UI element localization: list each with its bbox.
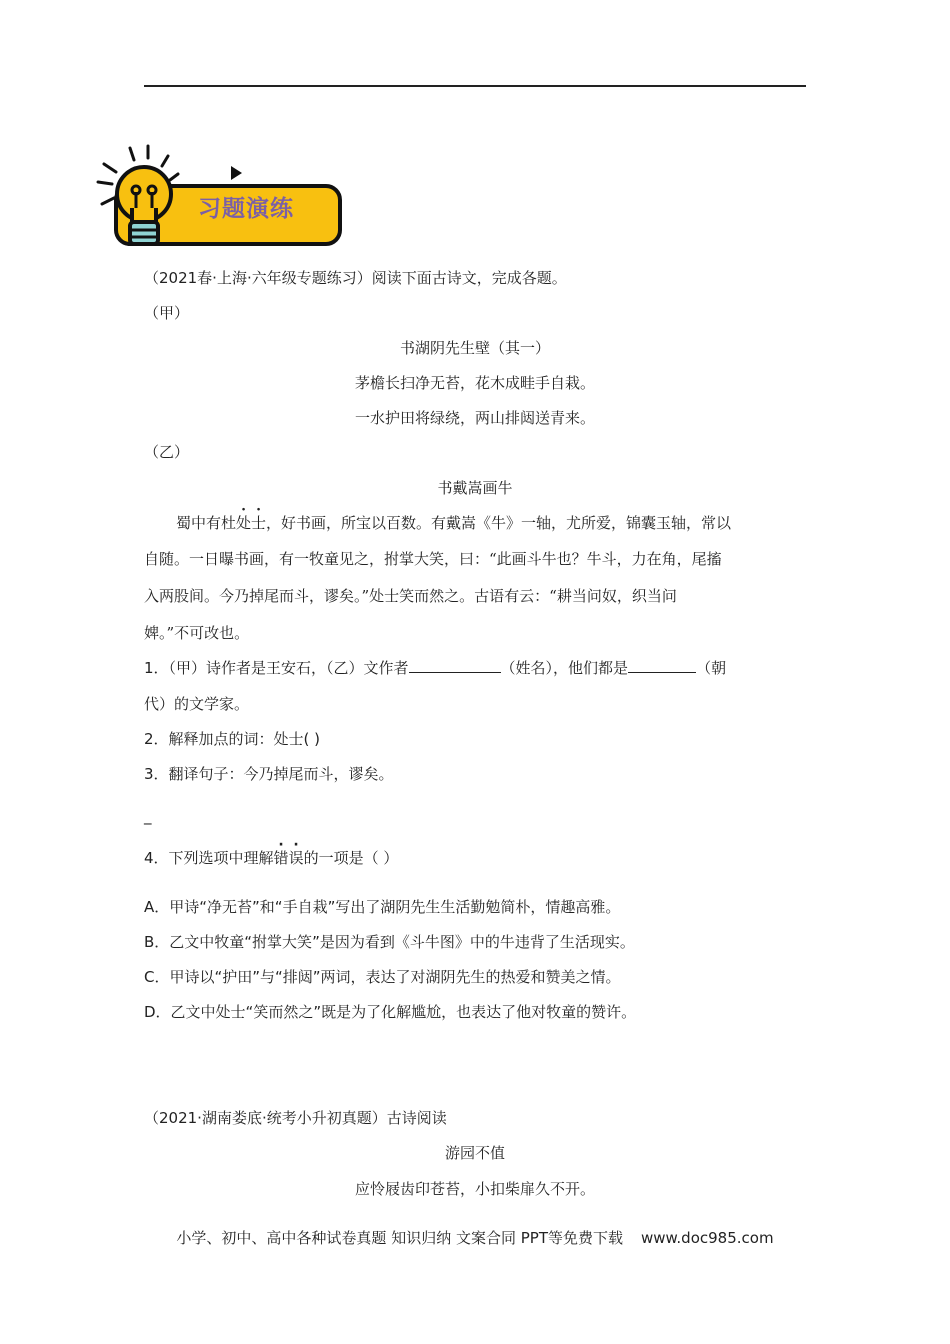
answer-dash: _: [144, 807, 152, 825]
item-1: 1．（甲）诗作者是王安石，（乙）文作者 （姓名），他们都是 （朝: [144, 659, 727, 677]
option-b: B．乙文中牧童“拊掌大笑”是因为看到《斗牛图》中的牛违背了生活现实。: [144, 933, 635, 951]
yi-label: （乙）: [144, 443, 190, 461]
option-d: D．乙文中处士“笑而然之”既是为了化解尴尬，也表达了他对牧童的赞许。: [144, 1003, 637, 1021]
prose-line-1: 蜀中有杜处士，好书画，所宝以百数。有戴嵩《牛》一轴，尤所爱，锦囊玉轴，常以: [176, 514, 732, 532]
footer-text: 小学、初中、高中各种试卷真题 知识归纳 文案合同 PPT等免费下载: [176, 1229, 623, 1247]
prose-title: 书戴嵩画牛: [437, 479, 513, 497]
poem-title: 书湖阴先生壁（其一）: [399, 339, 550, 357]
answer-blank-name[interactable]: [409, 658, 501, 673]
option-a: A．甲诗“净无苔”和“手自栽”写出了湖阴先生生活勤勉简朴，情趣高雅。: [144, 898, 621, 916]
dotted-char: 误: [288, 849, 304, 867]
footer-url[interactable]: www.doc985.com: [640, 1229, 774, 1247]
page-footer: [0, 1227, 950, 1248]
lightbulb-icon: [92, 142, 212, 257]
prose-line-2: 自随。一日曝书画，有一牧童见之，拊掌大笑，曰：“此画斗牛也？牛斗，力在角，尾搐: [144, 550, 722, 568]
q2-poem-title: 游园不值: [444, 1144, 505, 1162]
poem-line-1: 茅檐长扫净无苔，花木成畦手自栽。: [354, 374, 595, 392]
prose-line-4: 婢。”不可改也。: [144, 624, 250, 642]
answer-blank-dynasty[interactable]: [628, 658, 696, 673]
play-arrow-icon: [231, 166, 242, 180]
dotted-char: 错: [273, 849, 289, 867]
item-3: 3．翻译句子：今乃掉尾而斗，谬矣。: [144, 765, 394, 783]
dotted-char: 士: [251, 514, 267, 532]
prose-line-3: 入两股间。今乃掉尾而斗，谬矣。”处士笑而然之。古语有云：“耕当问奴，织当问: [144, 587, 677, 605]
q1-source: （2021春·上海·六年级专题练习）阅读下面古诗文，完成各题。: [144, 269, 567, 287]
dotted-char: 处: [236, 514, 252, 532]
item-4: 4．下列选项中理解错误的一项是（ ）: [144, 849, 399, 867]
jia-label: （甲）: [144, 304, 190, 322]
top-rule: [144, 85, 806, 87]
poem-line-2: 一水护田将绿绕，两山排闼送青来。: [354, 409, 595, 427]
item-2: 2．解释加点的词：处士( ): [144, 730, 321, 748]
q2-source: （2021·湖南娄底·统考小升初真题）古诗阅读: [144, 1109, 447, 1127]
banner-title: 习题演练: [198, 196, 294, 222]
q2-poem-line-1: 应怜屐齿印苍苔，小扣柴扉久不开。: [354, 1180, 595, 1198]
section-banner: [92, 142, 352, 257]
item-1-cont: 代）的文学家。: [144, 695, 250, 713]
option-c: C．甲诗以“护田”与“排闼”两词，表达了对湖阴先生的热爱和赞美之情。: [144, 968, 621, 986]
